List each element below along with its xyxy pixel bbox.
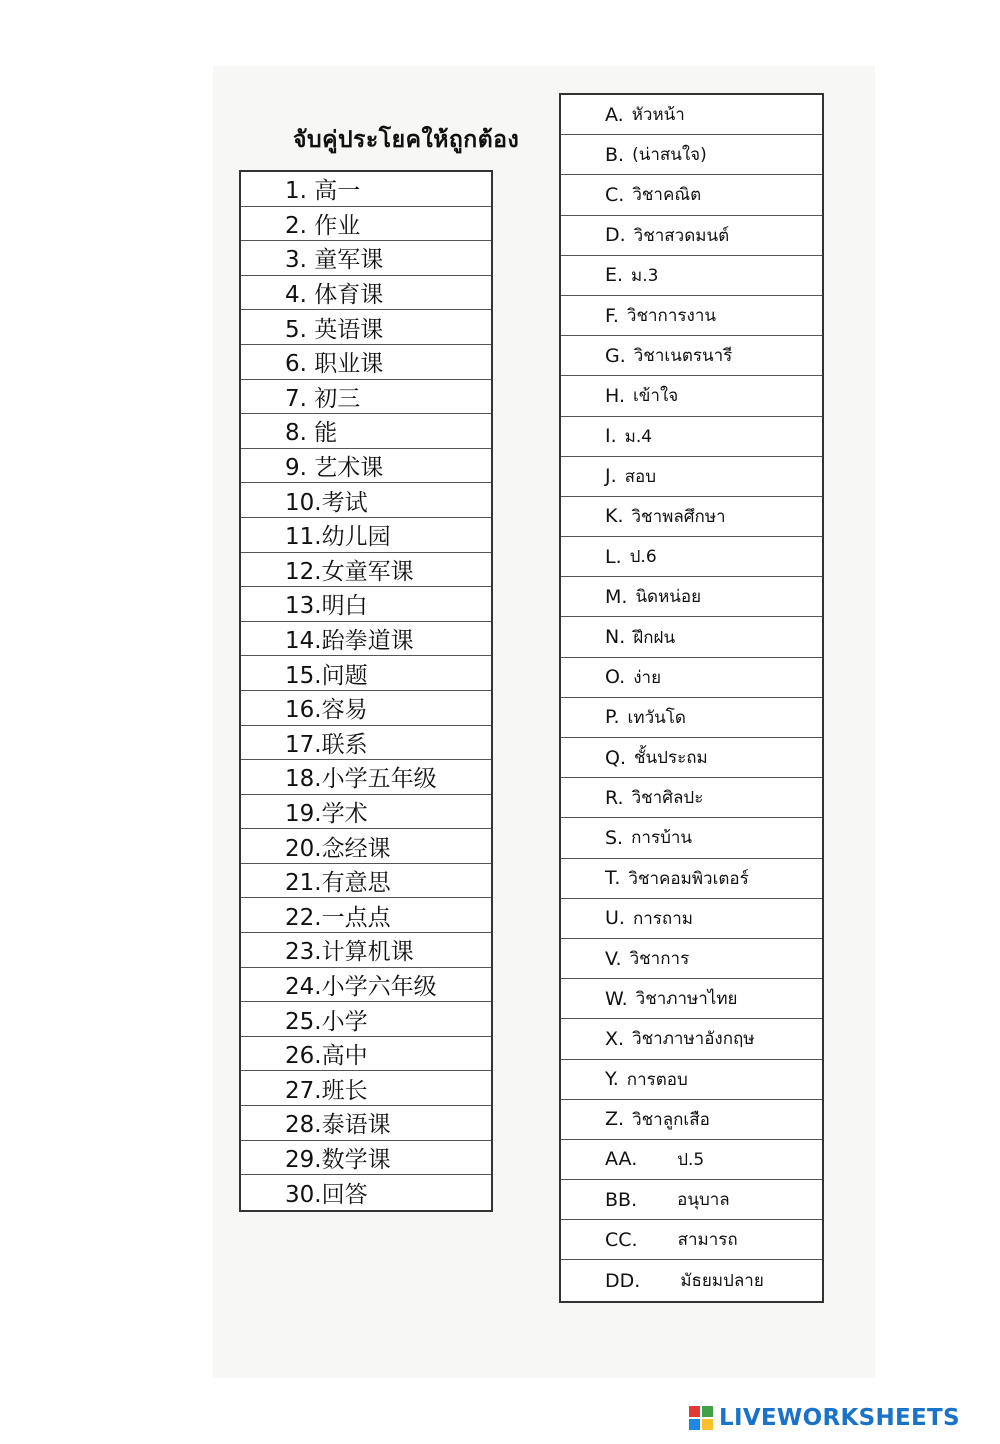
- item-letter: A.: [605, 103, 624, 126]
- right-item-row: [561, 175, 822, 215]
- item-text: ง่าย: [633, 667, 662, 688]
- item-text: ป.5: [677, 1149, 705, 1170]
- right-item-row: [561, 1060, 822, 1100]
- logo-square: [702, 1419, 713, 1430]
- item-text: หัวหน้า: [631, 105, 685, 126]
- item-letter: L.: [605, 545, 622, 568]
- left-item-row: 9. 艺术课: [241, 449, 491, 484]
- left-item-row: 10.考试: [241, 483, 491, 518]
- right-item-row: [561, 617, 822, 657]
- item-letter: W.: [605, 987, 628, 1010]
- item-letter: I.: [605, 425, 617, 448]
- item-letter: D.: [605, 224, 626, 247]
- thai-meanings-table: [559, 93, 824, 1303]
- item-letter: H.: [605, 384, 625, 407]
- item-text: เทวันโด: [627, 707, 686, 728]
- item-text: วิชาคอมพิวเตอร์: [628, 868, 749, 889]
- item-letter: X.: [605, 1027, 625, 1050]
- item-letter: DD.: [605, 1269, 641, 1292]
- item-text: สามารถ: [677, 1230, 738, 1251]
- left-item-row: 17.联系: [241, 726, 491, 761]
- right-item-row: [561, 859, 822, 899]
- right-item-row: [561, 1220, 822, 1260]
- right-item-row: [561, 658, 822, 698]
- item-letter: E.: [605, 264, 624, 287]
- left-item-row: 6. 职业课: [241, 345, 491, 380]
- left-item-row: 23.计算机课: [241, 933, 491, 968]
- right-item-row: [561, 577, 822, 617]
- worksheet-title: จับคู่ประโยคให้ถูกต้อง: [293, 127, 520, 153]
- item-text: การตอบ: [626, 1069, 688, 1090]
- left-item-row: 2. 作业: [241, 207, 491, 242]
- left-item-row: 25.小学: [241, 1002, 491, 1037]
- item-text: เข้าใจ: [633, 386, 679, 407]
- right-item-row: [561, 979, 822, 1019]
- item-text: วิชาสวดมนต์: [633, 225, 730, 246]
- item-letter: P.: [605, 706, 620, 729]
- item-text: วิชาลูกเสือ: [632, 1109, 710, 1130]
- left-item-row: 4. 体育课: [241, 276, 491, 311]
- left-item-row: 1. 高一: [241, 172, 491, 207]
- right-item-row: [561, 778, 822, 818]
- left-item-row: 7. 初三: [241, 380, 491, 415]
- right-item-row: [561, 537, 822, 577]
- item-text: ชั้นประถม: [634, 748, 708, 769]
- left-item-row: 11.幼儿园: [241, 518, 491, 553]
- logo-square: [689, 1406, 700, 1417]
- right-item-row: [561, 698, 822, 738]
- item-letter: C.: [605, 183, 625, 206]
- item-text: ม.3: [631, 265, 659, 286]
- left-item-row: 15.问题: [241, 656, 491, 691]
- brand-name: LIVEWORKSHEETS: [719, 1405, 960, 1431]
- right-item-row: [561, 256, 822, 296]
- left-item-row: 22.一点点: [241, 898, 491, 933]
- item-text: วิชาภาษาไทย: [635, 989, 738, 1010]
- item-letter: BB.: [605, 1188, 638, 1211]
- item-text: วิชาคณิต: [632, 185, 702, 206]
- item-text: (น่าสนใจ): [632, 145, 707, 166]
- right-item-row: [561, 216, 822, 256]
- right-item-row: [561, 738, 822, 778]
- item-text: มัธยมปลาย: [680, 1271, 764, 1292]
- left-item-row: 28.泰语课: [241, 1106, 491, 1141]
- item-letter: K.: [605, 505, 624, 528]
- chinese-terms-table: [239, 170, 493, 1212]
- item-text: วิชาภาษาอังกฤษ: [632, 1029, 755, 1050]
- item-letter: B.: [605, 143, 625, 166]
- right-item-row: [561, 818, 822, 858]
- item-text: วิชาพลศึกษา: [631, 506, 726, 527]
- item-letter: Q.: [605, 746, 626, 769]
- item-text: การบ้าน: [631, 828, 693, 849]
- item-letter: M.: [605, 585, 628, 608]
- right-item-row: [561, 457, 822, 497]
- item-text: วิชาการ: [629, 949, 690, 970]
- right-item-row: [561, 1100, 822, 1140]
- item-letter: V.: [605, 947, 622, 970]
- left-item-row: 21.有意思: [241, 864, 491, 899]
- item-text: ม.4: [624, 426, 653, 447]
- right-item-row: [561, 336, 822, 376]
- right-item-row: [561, 135, 822, 175]
- item-letter: S.: [605, 826, 624, 849]
- item-text: อนุบาล: [677, 1190, 730, 1211]
- item-letter: R.: [605, 786, 624, 809]
- right-item-row: [561, 1180, 822, 1220]
- left-item-row: 27.班长: [241, 1071, 491, 1106]
- item-letter: U.: [605, 907, 625, 930]
- left-item-row: 18.小学五年级: [241, 760, 491, 795]
- left-item-row: 20.念经课: [241, 829, 491, 864]
- item-letter: AA.: [605, 1148, 638, 1171]
- item-text: สอบ: [624, 466, 657, 487]
- right-item-row: [561, 939, 822, 979]
- right-item-row: [561, 376, 822, 416]
- right-item-row: [561, 417, 822, 457]
- liveworksheets-brand[interactable]: [689, 1405, 960, 1431]
- right-item-row: [561, 899, 822, 939]
- right-item-row: [561, 1019, 822, 1059]
- item-letter: Y.: [605, 1068, 619, 1091]
- item-text: ป.6: [629, 547, 657, 568]
- item-letter: N.: [605, 626, 626, 649]
- left-item-row: 5. 英语课: [241, 310, 491, 345]
- item-text: ฝึกฝน: [633, 627, 676, 648]
- item-text: วิชาศิลปะ: [631, 788, 704, 809]
- right-item-row: [561, 95, 822, 135]
- left-item-row: 13.明白: [241, 587, 491, 622]
- item-letter: CC.: [605, 1228, 638, 1251]
- left-item-row: 14.跆拳道课: [241, 622, 491, 657]
- liveworksheets-logo-icon: [689, 1406, 713, 1430]
- left-item-row: 26.高中: [241, 1037, 491, 1072]
- item-text: วิชาการงาน: [626, 306, 716, 327]
- logo-square: [689, 1419, 700, 1430]
- right-item-row: [561, 1260, 822, 1300]
- left-item-row: 16.容易: [241, 691, 491, 726]
- item-text: การถาม: [632, 908, 693, 929]
- item-letter: F.: [605, 304, 619, 327]
- item-letter: G.: [605, 344, 626, 367]
- left-item-row: 19.学术: [241, 795, 491, 830]
- item-letter: J.: [605, 465, 617, 488]
- right-item-row: [561, 296, 822, 336]
- item-text: วิชาเนตรนารี: [633, 346, 733, 367]
- right-item-row: [561, 497, 822, 537]
- left-item-row: 29.数学课: [241, 1141, 491, 1176]
- item-letter: T.: [605, 867, 621, 890]
- right-item-row: [561, 1140, 822, 1180]
- left-item-row: 8. 能: [241, 414, 491, 449]
- left-item-row: 24.小学六年级: [241, 968, 491, 1003]
- logo-square: [702, 1406, 713, 1417]
- item-text: นิดหน่อย: [635, 587, 702, 608]
- left-item-row: 12.女童军课: [241, 553, 491, 588]
- left-item-row: 3. 童军课: [241, 241, 491, 276]
- item-letter: O.: [605, 666, 626, 689]
- item-letter: Z.: [605, 1108, 625, 1131]
- left-item-row: 30.回答: [285, 1182, 368, 1209]
